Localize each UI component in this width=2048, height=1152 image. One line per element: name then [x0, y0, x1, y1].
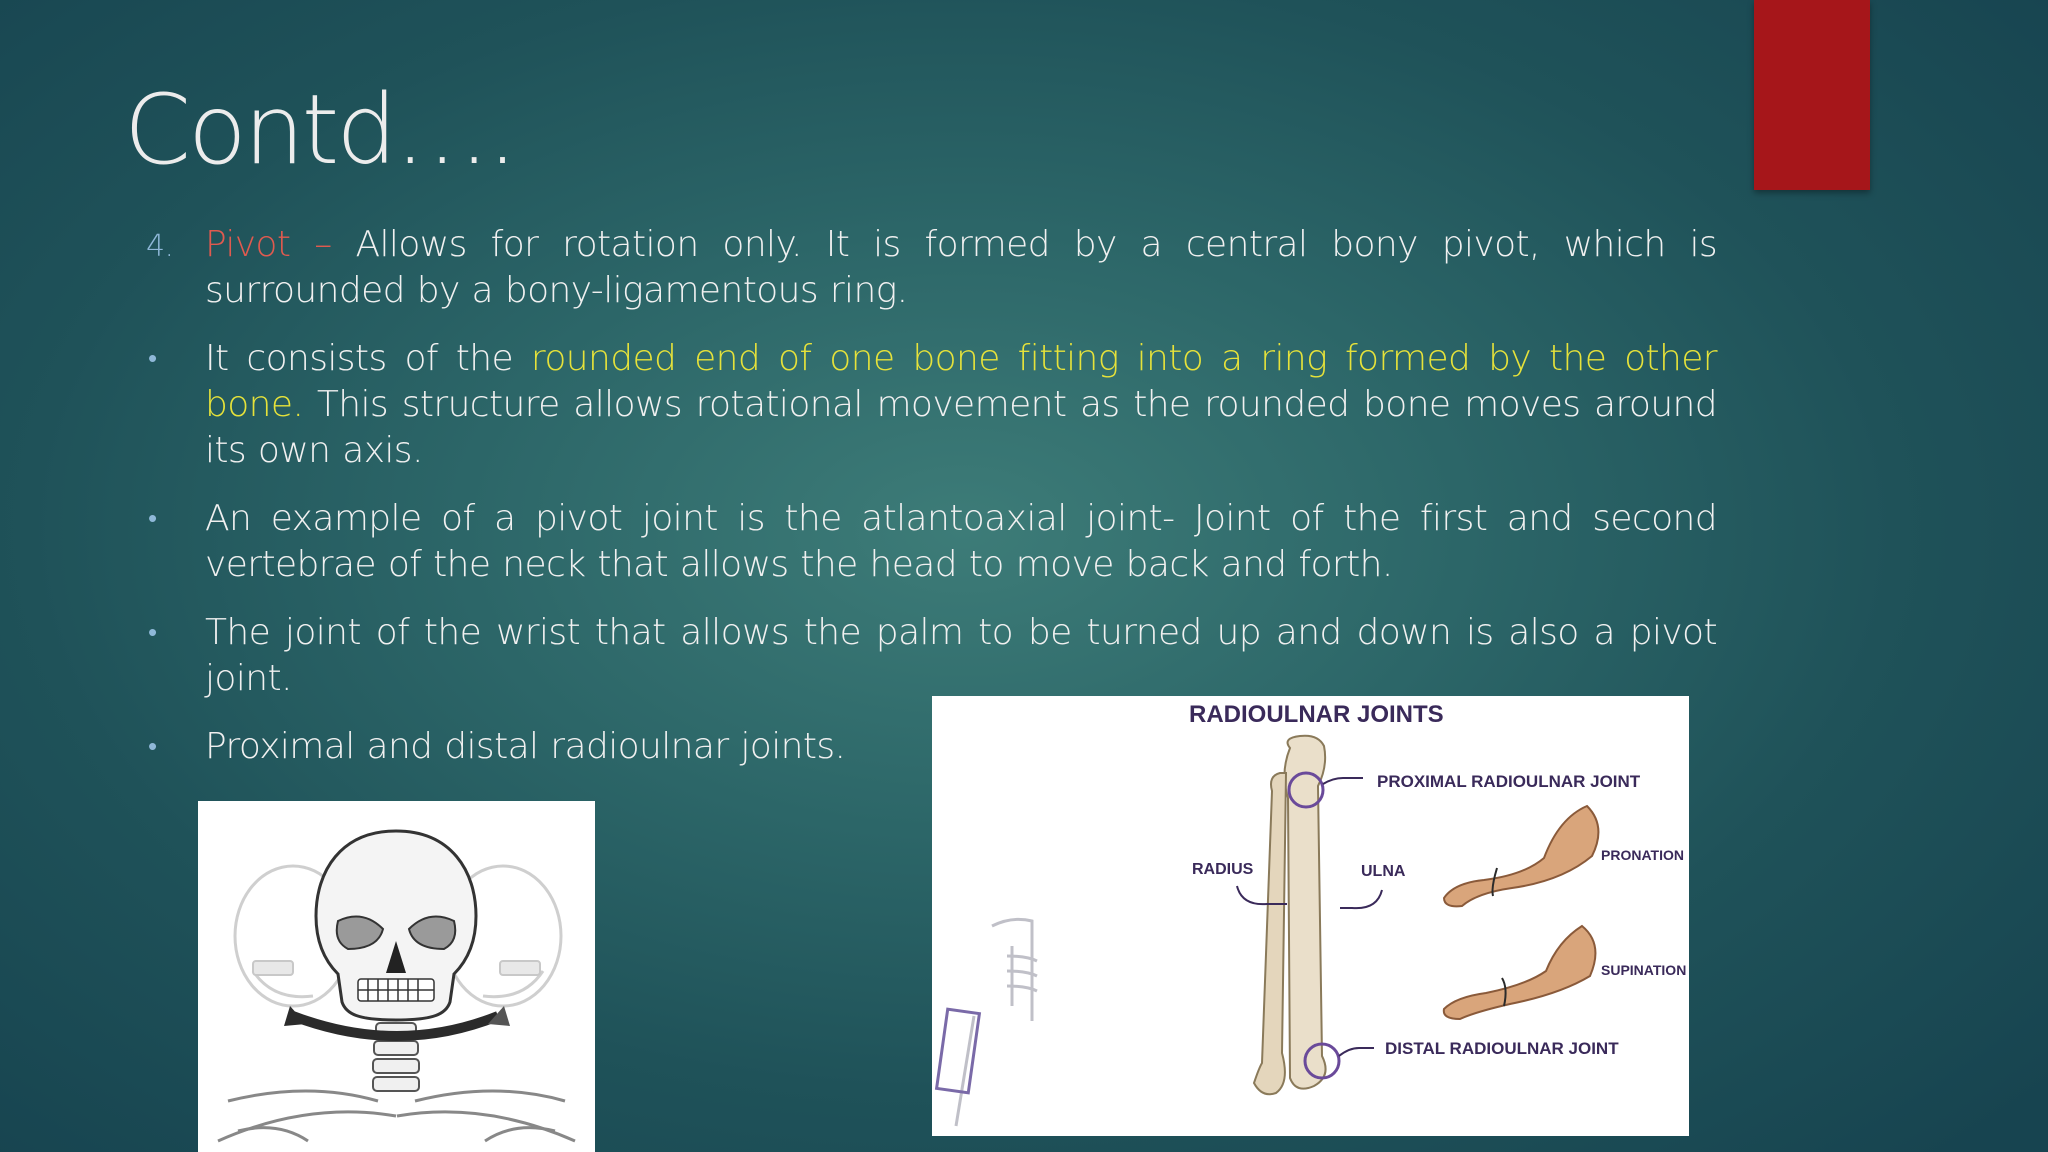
list-number: 4. — [146, 229, 174, 264]
radioulnar-diagram — [932, 696, 1689, 1136]
structure-highlight: rounded end of one bone fitting into a ring formed by the other bone. — [205, 338, 1717, 425]
ulna-bone — [1284, 736, 1325, 1089]
distal-label: DISTAL RADIOULNAR JOINT — [1385, 1039, 1619, 1058]
ulna-label: ULNA — [1361, 863, 1406, 880]
supination-label: SUPINATION — [1601, 962, 1687, 978]
example-text: An example of a pivot joint is the atlantoaxial joint- Joint of the first and second vertebrae of the neck that allows the head to move back and forth. — [205, 498, 1717, 585]
pivot-definition: Allows for rotation only. It is formed by a central bony pivot, which is surrounded by a bony-ligamentous ring. — [205, 224, 1717, 311]
bullet: • — [148, 732, 157, 762]
slide-title: Contd…. — [124, 74, 515, 186]
structure-suffix: This structure allows rotational movement as the rounded bone moves around its own axis. — [205, 384, 1717, 471]
pronation-hand — [1444, 806, 1598, 906]
list-item-pivot — [146, 222, 1717, 314]
term-dash: – — [290, 224, 356, 265]
structure-prefix: It consists of the — [205, 338, 531, 379]
accent-bar — [1754, 0, 1870, 190]
list-item-wrist — [146, 610, 1717, 702]
radius-label: RADIUS — [1192, 861, 1254, 878]
list-item-structure — [146, 336, 1717, 474]
list-item-example — [146, 496, 1717, 588]
skull-rotation-image — [198, 801, 595, 1152]
pronation-label: PRONATION — [1601, 847, 1684, 863]
wrist-text: The joint of the wrist that allows the palm to be turned up and down is also a pivot joint. — [205, 612, 1717, 699]
radioulnar-text: Proximal and distal radioulnar joints. — [205, 726, 846, 767]
proximal-label: PROXIMAL RADIOULNAR JOINT — [1377, 772, 1641, 791]
diagram-title: RADIOULNAR JOINTS — [1189, 701, 1444, 728]
bullet: • — [148, 504, 157, 534]
bullet: • — [148, 344, 157, 374]
supination-hand — [1444, 926, 1596, 1019]
pivot-term: Pivot — [205, 224, 291, 265]
skull-rotation-illustration — [198, 801, 595, 1152]
skeleton-arm-icon — [956, 919, 1037, 1126]
radioulnar-diagram-image — [932, 696, 1689, 1136]
radius-bone — [1254, 773, 1286, 1094]
bullet: • — [148, 618, 157, 648]
